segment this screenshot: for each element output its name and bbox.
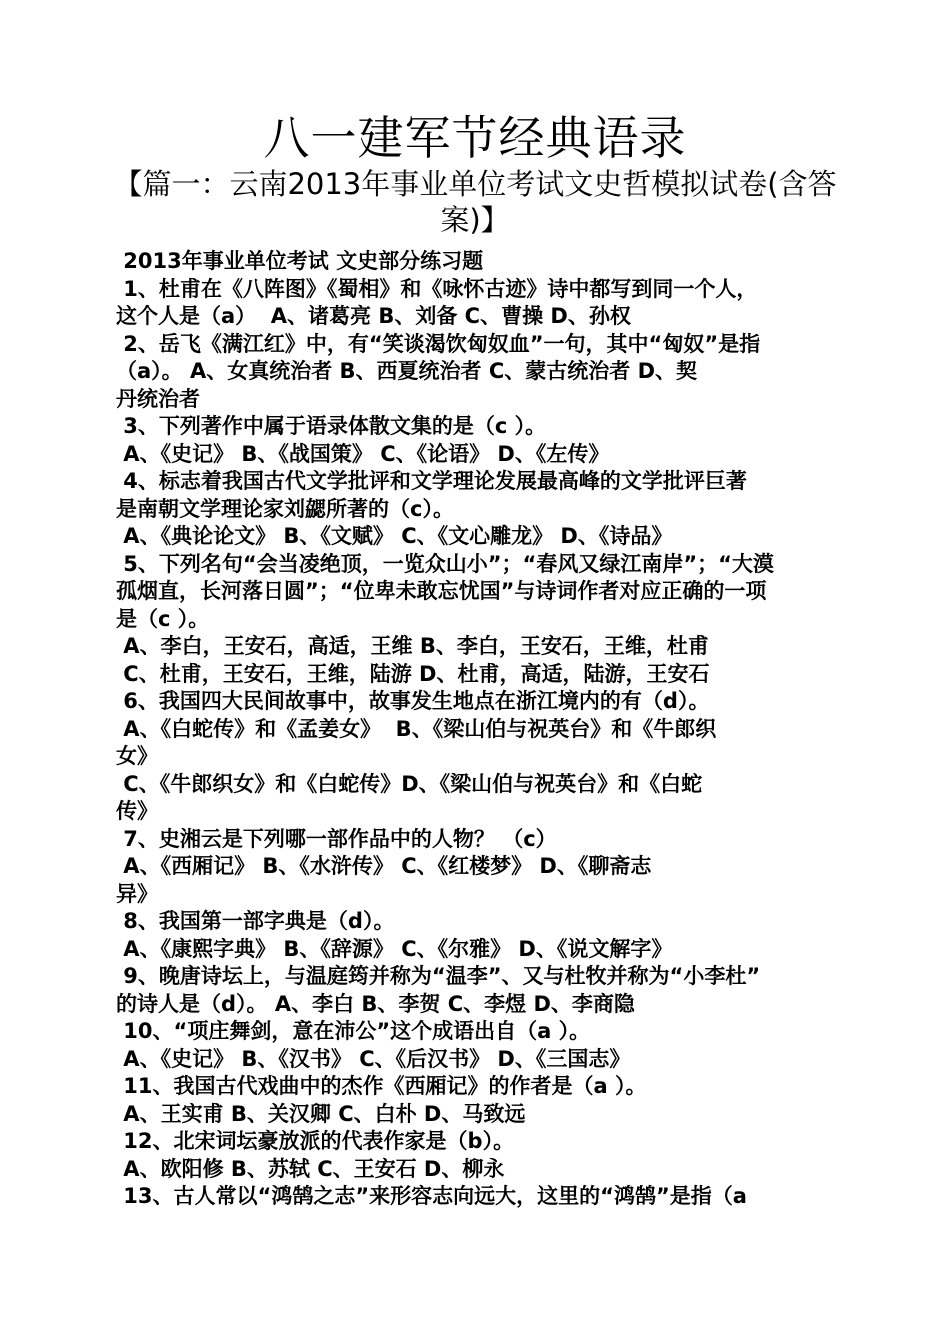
text-line: 13、古人常以“鸿鹄之志”来形容志向远大，这里的“鸿鹄”是指（a: [116, 1184, 747, 1208]
text-line: 12、北宋词坛豪放派的代表作家是（b）。: [116, 1129, 515, 1153]
text-line: 9、晚唐诗坛上，与温庭筠并称为“温李”、又与杜牧并称为“小李杜”: [116, 964, 761, 988]
text-line: 2、岳飞《满江红》中，有“笑谈渴饮匈奴血”一句，其中“匈奴”是指: [116, 331, 761, 356]
document-body: [116, 248, 838, 1211]
text-line: 3、下列著作中属于语录体散文集的是（c ）。: [116, 414, 547, 438]
text-line: 11、我国古代戏曲中的杰作《西厢记》的作者是（a ）。: [116, 1074, 647, 1098]
text-line: C、《牛郎织女》和《白蛇传》D、《梁山伯与祝英台》和《白蛇: [116, 771, 703, 796]
text-line: 女》: [116, 744, 158, 768]
text-line: 是南朝文学理论家刘勰所著的（c）。: [116, 496, 454, 521]
text-line: 8、我国第一部字典是（d）。: [116, 909, 395, 933]
text-line: 异》: [116, 881, 158, 906]
text-line: 的诗人是（d）。 A、李白 B、李贺 C、李煜 D、李商隐: [116, 991, 635, 1016]
text-line: A、王实甫 B、关汉卿 C、白朴 D、马致远: [116, 1101, 526, 1126]
text-line: 孤烟直，长河落日圆”；“位卑未敢忘忧国”与诗词作者对应正确的一项: [116, 579, 767, 603]
text-line: 5、下列名句“会当凌绝顶，一览众山小”；“春风又绿江南岸”；“大漠: [116, 551, 774, 576]
text-line: A、《康熙字典》 B、《辞源》 C、《尔雅》 D、《说文解字》: [116, 936, 673, 961]
text-line: A、欧阳修 B、苏轼 C、王安石 D、柳永: [116, 1156, 505, 1181]
text-line: A、《史记》 B、《战国策》 C、《论语》 D、《左传》: [116, 441, 610, 466]
text-line: A、《史记》 B、《汉书》 C、《后汉书》 D、《三国志》: [116, 1046, 631, 1071]
text-line: A、《典论论文》 B、《文赋》 C、《文心雕龙》 D、《诗品》: [116, 524, 673, 548]
text-line: 传》: [116, 799, 158, 823]
text-line: 7、史湘云是下列哪一部作品中的人物？ （c）: [116, 826, 557, 851]
text-line: 4、标志着我国古代文学批评和文学理论发展最高峰的文学批评巨著: [116, 469, 747, 493]
text-line: A、《西厢记》 B、《水浒传》 C、《红楼梦》 D、《聊斋志: [116, 854, 652, 878]
text-line: 是（c ）。: [116, 606, 210, 631]
page-subtitle: 【篇一：云南2013年事业单位考试文史哲模拟试卷(含答案)】: [113, 167, 837, 237]
text-line: 10、“项庄舞剑，意在沛公”这个成语出自（a ）。: [116, 1019, 591, 1043]
text-line: 2013年事业单位考试 文史部分练习题: [116, 249, 484, 273]
text-line: A、李白，王安石，高适，王维 B、李白，王安石，王维，杜甫: [116, 634, 709, 658]
text-line: A、《白蛇传》和《孟姜女》 B、《梁山伯与祝英台》和《牛郎织: [116, 716, 717, 741]
page-title: 八一建军节经典语录: [263, 111, 687, 165]
text-line: 1、杜甫在《八阵图》《蜀相》和《咏怀古迹》诗中都写到同一个人，: [116, 276, 758, 301]
text-line: 6、我国四大民间故事中，故事发生地点在浙江境内的有（d）。: [116, 689, 710, 713]
text-line: 丹统治者: [116, 386, 200, 411]
text-line: C、杜甫，王安石，王维，陆游 D、杜甫，高适，陆游，王安石: [116, 661, 710, 686]
text-line: （a）。 A、女真统治者 B、西夏统治者 C、蒙古统治者 D、契: [116, 359, 698, 383]
text-line: 这个人是（a） A、诸葛亮 B、刘备 C、曹操 D、孙权: [116, 304, 631, 328]
